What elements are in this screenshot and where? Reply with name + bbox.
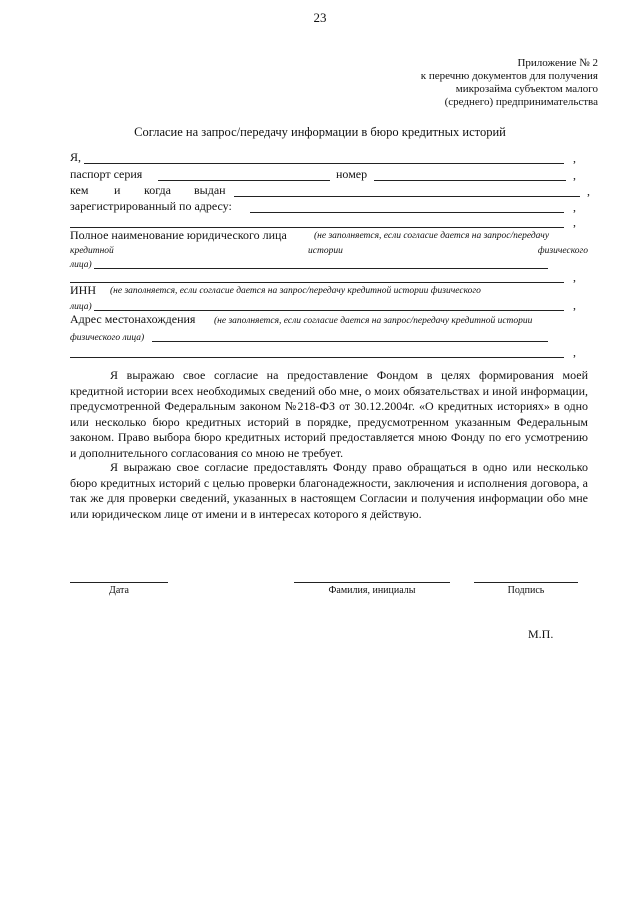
registered-label: зарегистрированный по адресу: — [70, 199, 232, 213]
address-note: физического лица) — [70, 333, 145, 343]
address-label: Адрес местонахождения — [70, 312, 196, 326]
comma: , — [573, 168, 576, 182]
inn-label: ИНН — [70, 283, 96, 297]
inn-field[interactable] — [94, 310, 564, 311]
address-continuation-row — [70, 344, 576, 360]
signature-label: Подпись — [507, 585, 545, 596]
registered-address-field[interactable] — [250, 212, 564, 213]
appendix-line: Приложение № 2 — [517, 57, 598, 69]
name-field[interactable] — [84, 163, 564, 164]
legal-name-note: лица) — [70, 260, 92, 270]
appendix-line: микрозайма субъектом малого — [455, 83, 598, 95]
stamp-place: М.П. — [528, 627, 554, 641]
comma: , — [573, 270, 576, 284]
comma: , — [573, 345, 576, 359]
issued-label-2: и — [114, 183, 121, 197]
legal-name-note: (не заполняется, если согласие дается на запрос/передачу — [314, 231, 550, 241]
inn-field-row — [70, 297, 576, 313]
signature-line[interactable] — [474, 582, 578, 583]
date-line[interactable] — [70, 582, 168, 583]
comma: , — [573, 151, 576, 165]
inn-note: (не заполняется, если согласие дается на запрос/передачу кредитной истории физического — [110, 286, 481, 296]
legal-name-note: физического — [537, 246, 588, 256]
appendix-header — [421, 57, 598, 109]
address-field[interactable] — [152, 341, 548, 342]
name-row — [70, 150, 576, 166]
issued-label-4: выдан — [194, 183, 226, 197]
comma: , — [573, 215, 576, 229]
issued-by-field[interactable] — [234, 196, 580, 197]
issued-label-3: когда — [144, 183, 171, 197]
inn-note: лица) — [70, 302, 92, 312]
passport-number-label: номер — [336, 167, 368, 181]
issued-row — [70, 183, 590, 199]
address-note-row — [70, 328, 576, 344]
name-initials-label: Фамилия, инициалы — [328, 585, 416, 596]
comma: , — [573, 200, 576, 214]
address-row — [70, 312, 590, 328]
legal-name-note: кредитной — [70, 246, 114, 256]
passport-row — [70, 167, 576, 183]
consent-paragraph-2: Я выражаю свое согласие предоставлять Фонду право обращаться в одно или несколько бюро кредитных историй с целью проверки благонадежности, заключения и исполнения договора, а так же для проверки сведений, указанных в настоящем Согласии и получения информации обо мне или юридическом лице от имени и в интересах которого я действую. — [70, 460, 588, 521]
passport-series-label: паспорт серия — [70, 167, 143, 181]
comma: , — [587, 184, 590, 198]
passport-series-field[interactable] — [158, 180, 330, 181]
passport-number-field[interactable] — [374, 180, 566, 181]
date-label: Дата — [109, 585, 129, 596]
name-label: Я, — [70, 150, 82, 164]
legal-name-label: Полное наименование юридического лица — [70, 228, 287, 242]
address-note: (не заполняется, если согласие дается на запрос/передачу кредитной истории — [214, 316, 533, 326]
comma: , — [573, 298, 576, 312]
registered-row — [70, 199, 576, 215]
page-number: 23 — [313, 10, 327, 25]
issued-label-1: кем — [70, 183, 89, 197]
name-initials-line[interactable] — [294, 582, 450, 583]
address-field-2[interactable] — [70, 357, 564, 358]
legal-name-note: истории — [308, 246, 343, 256]
appendix-line: к перечню документов для получения — [420, 70, 598, 82]
document-title: Согласие на запрос/передачу информации в бюро кредитных историй — [134, 125, 506, 139]
consent-paragraph-1: Я выражаю свое согласие на предоставление Фондом в целях формирования моей кредитной истории всех необходимых сведений обо мне, о моих обязательствах и иной информации, предусмотренной Федеральным законом №218-ФЗ от 30.12.2004г. «О кредитных историях» в одно или несколько бюро кредитных историй в порядке, предусмотренном указанным Федеральным законом. Право выбора бюро кредитных историй предоставляется мною Фонду по его усмотрению и дополнительного согласования со мною не требует. — [70, 368, 588, 460]
appendix-line: (среднего) предпринимательства — [444, 96, 598, 108]
